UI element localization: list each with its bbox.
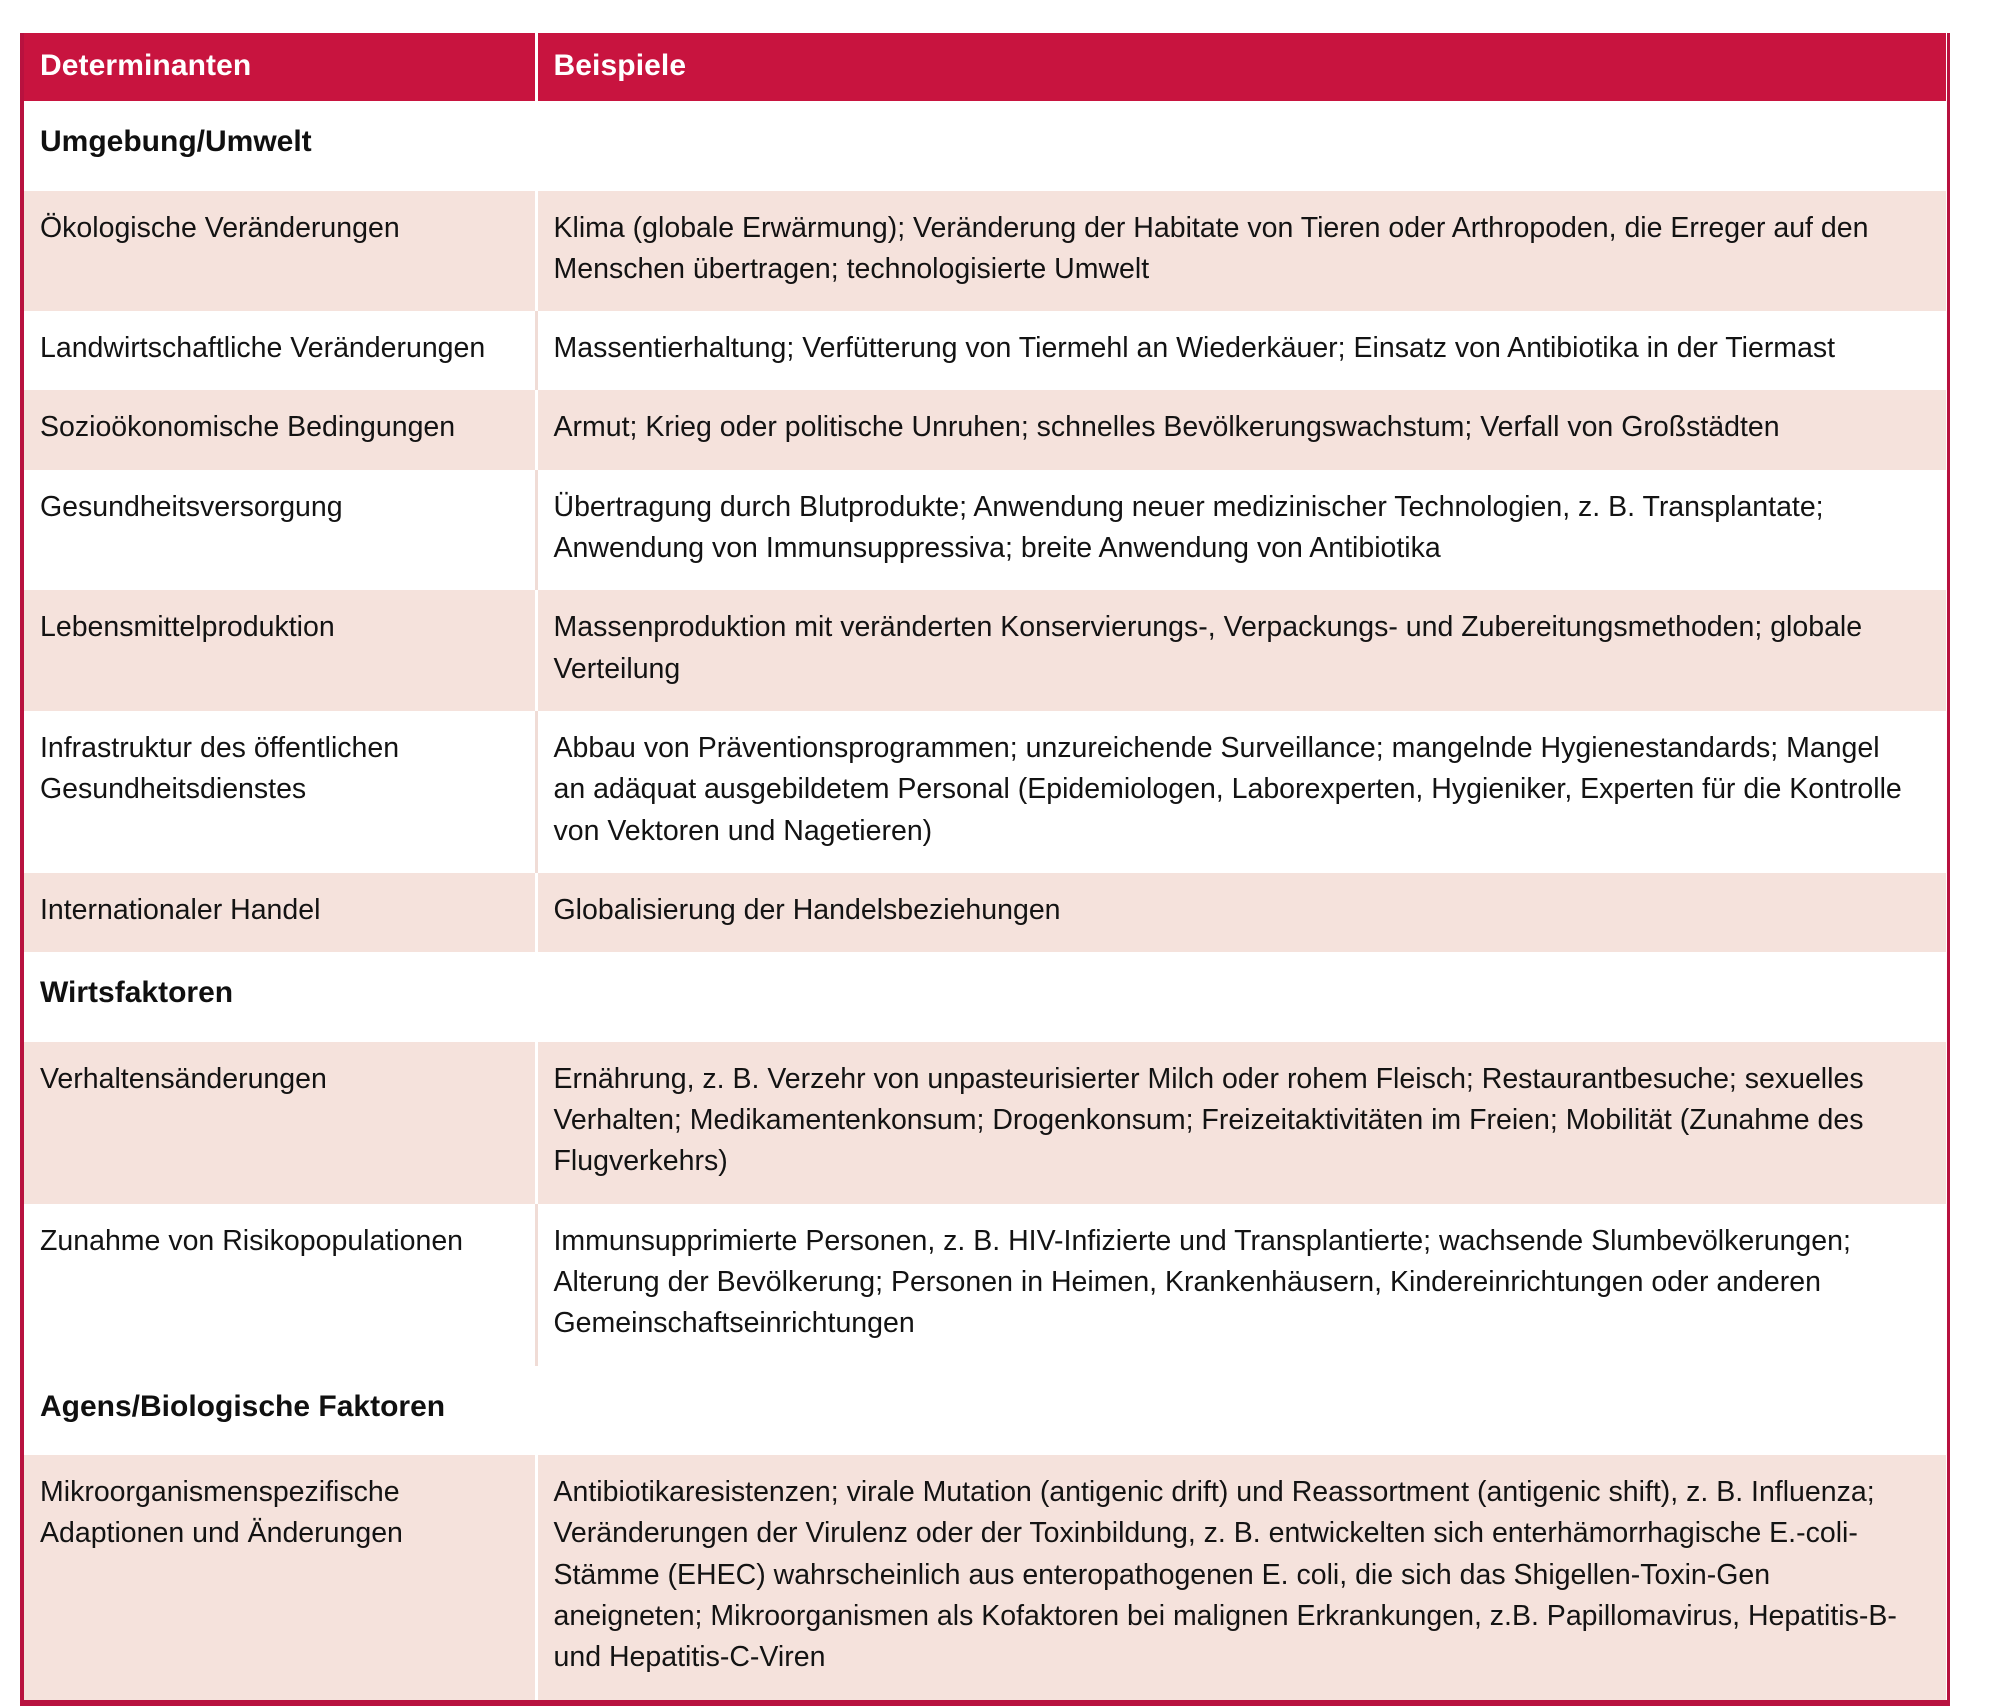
table-header	[24, 33, 1946, 101]
cell-beispiel: Immunsupprimierte Personen, z. B. HIV-Infizierte und Transplantierte; wachsende Slumbevölkerungen; Alterung der Bevölkerung; Personen in Heimen, Krankenhäusern, Kindereinrichtungen oder anderen Gemeinschaftseinrichtungen	[536, 1204, 1946, 1366]
cell-determinante: Verhaltensänderungen	[24, 1042, 536, 1204]
cell-determinante: Infrastruktur des öffentlichen Gesundheitsdienstes	[24, 711, 536, 873]
cell-determinante: Lebensmittelproduktion	[24, 590, 536, 711]
table-group-row	[24, 101, 1946, 191]
table-row	[24, 311, 1946, 390]
table-row	[24, 1204, 1946, 1366]
header-row	[24, 33, 1946, 101]
cell-determinante: Zunahme von Risikopopulationen	[24, 1204, 536, 1366]
cell-beispiel: Abbau von Präventionsprogrammen; unzureichende Surveillance; mangelnde Hygienestandards; Mangel an adäquat ausgebildetem Personal (Epidemiologen, Laborexperten, Hygieniker, Experten für die Kontrolle von Vektoren und Nagetieren)	[536, 711, 1946, 873]
cell-beispiel: Globalisierung der Handelsbeziehungen	[536, 873, 1946, 952]
cell-beispiel: Massenproduktion mit veränderten Konservierungs-, Verpackungs- und Zubereitungsmethoden; globale Verteilung	[536, 590, 1946, 711]
cell-determinante: Sozioökonomische Bedingungen	[24, 390, 536, 469]
cell-beispiel: Antibiotikaresistenzen; virale Mutation (antigenic drift) und Reassortment (antigenic shift), z. B. Influenza; Veränderungen der Virulenz oder der Toxinbildung, z. B. entwickelten sich enterhämorrhagische E.-coli-Stämme (EHEC) wahrscheinlich aus enteropathogenen E. coli, die sich das Shigellen-Toxin-Gen aneigneten; Mikroorganismen als Kofaktoren bei malignen Erkrankungen, z.B. Papillomavirus, Hepatitis-B- und Hepatitis-C-Viren	[536, 1455, 1946, 1700]
determinants-table-container	[20, 33, 1950, 1706]
table-row	[24, 711, 1946, 873]
cell-beispiel: Klima (globale Erwärmung); Veränderung der Habitate von Tieren oder Arthropoden, die Erreger auf den Menschen übertragen; technologisierte Umwelt	[536, 191, 1946, 312]
column-header-beispiele: Beispiele	[536, 33, 1946, 101]
cell-beispiel: Übertragung durch Blutprodukte; Anwendung neuer medizinischer Technologien, z. B. Transplantate; Anwendung von Immunsuppressiva; breite Anwendung von Antibiotika	[536, 470, 1946, 591]
cell-determinante: Internationaler Handel	[24, 873, 536, 952]
cell-determinante: Mikroorganismenspezifische Adaptionen und Änderungen	[24, 1455, 536, 1700]
table-row	[24, 390, 1946, 469]
cell-determinante: Ökologische Veränderungen	[24, 191, 536, 312]
table-row	[24, 1455, 1946, 1700]
cell-beispiel: Massentierhaltung; Verfütterung von Tiermehl an Wiederkäuer; Einsatz von Antibiotika in der Tiermast	[536, 311, 1946, 390]
column-header-determinanten: Determinanten	[24, 33, 536, 101]
table-group-row	[24, 1366, 1946, 1456]
table-row	[24, 470, 1946, 591]
table-row	[24, 1042, 1946, 1204]
cell-determinante: Landwirtschaftliche Veränderungen	[24, 311, 536, 390]
group-heading: Wirtsfaktoren	[24, 952, 1946, 1042]
table-group-row	[24, 952, 1946, 1042]
cell-determinante: Gesundheitsversorgung	[24, 470, 536, 591]
group-heading: Agens/Biologische Faktoren	[24, 1366, 1946, 1456]
cell-beispiel: Ernährung, z. B. Verzehr von unpasteurisierter Milch oder rohem Fleisch; Restaurantbesuche; sexuelles Verhalten; Medikamentenkonsum; Drogenkonsum; Freizeitaktivitäten im Freien; Mobilität (Zunahme des Flugverkehrs)	[536, 1042, 1946, 1204]
table-row	[24, 590, 1946, 711]
group-heading: Umgebung/Umwelt	[24, 101, 1946, 191]
table-row	[24, 873, 1946, 952]
determinants-table	[24, 33, 1947, 1700]
table-row	[24, 191, 1946, 312]
cell-beispiel: Armut; Krieg oder politische Unruhen; schnelles Bevölkerungswachstum; Verfall von Großstädten	[536, 390, 1946, 469]
table-body	[24, 101, 1946, 1700]
